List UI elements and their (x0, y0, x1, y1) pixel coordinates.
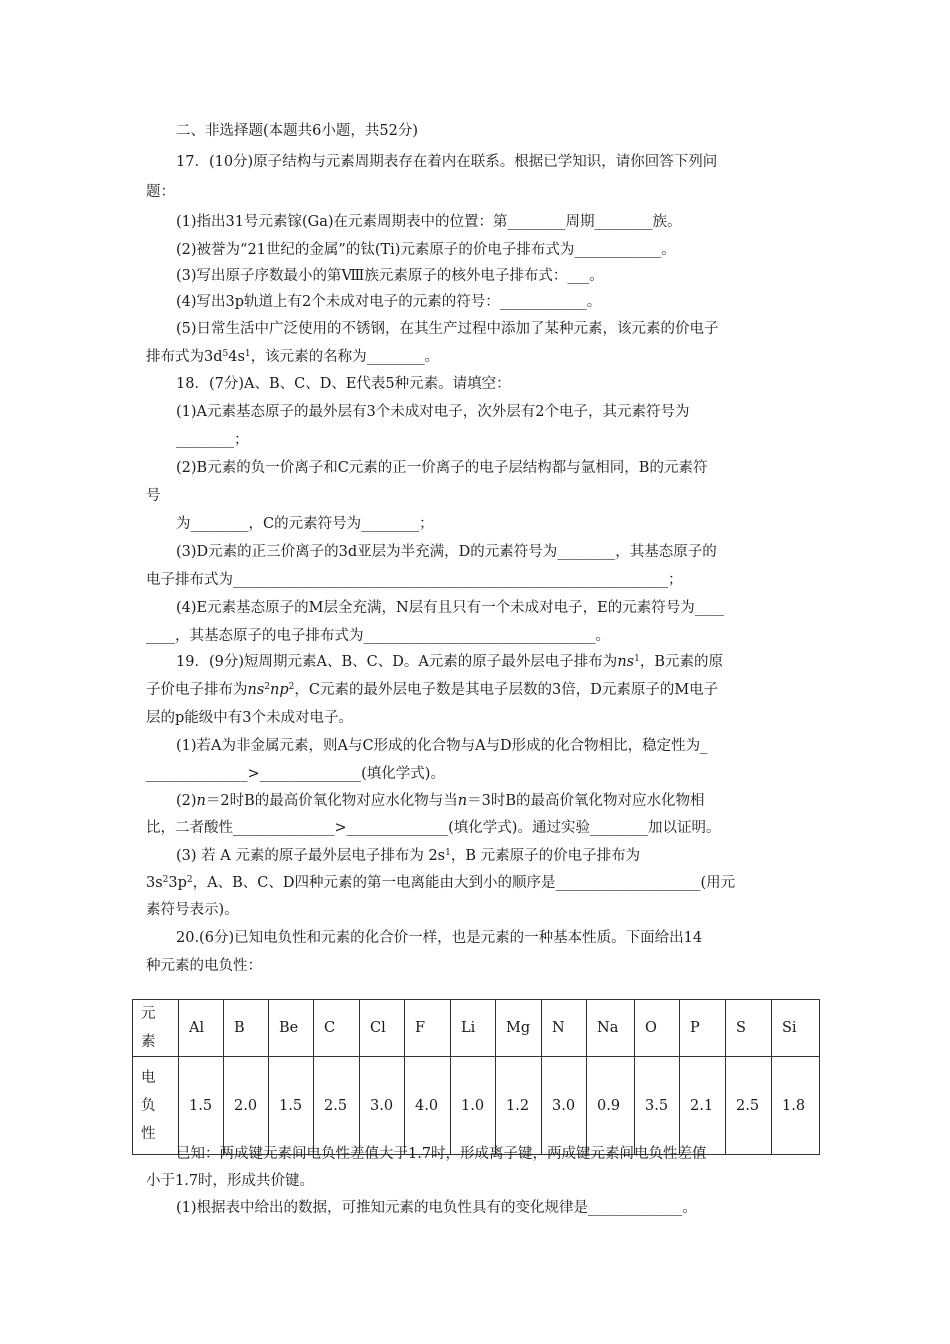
q18-part3-line1: (3)D元素的正三价离子的3d亚层为半充满，D的元素符号为________，其基态原子的 (176, 544, 717, 560)
value-cell: 3.5 (635, 1057, 680, 1155)
electronegativity-row (133, 1057, 820, 1155)
q19-part1-line2: ______________>______________(填化学式)。 (146, 766, 445, 782)
q17-part1: (1)指出31号元素镓(Ga)在元素周期表中的位置：第________周期________族。 (176, 214, 682, 230)
q20-part1: (1)根据表中给出的数据，可推知元素的电负性具有的变化规律是_____________。 (176, 1200, 697, 1216)
q17-intro-line1: 17．(10分)原子结构与元素周期表存在着内在联系。根据已学知识，请你回答下列问 (176, 154, 718, 170)
q20-intro-line1: 20.(6分)已知电负性和元素的化合价一样，也是元素的一种基本性质。下面给出14 (176, 930, 703, 946)
element-cell: B (224, 1000, 269, 1057)
q19-intro-line3: 层的p能级中有3个未成对电子。 (146, 710, 354, 726)
q17-part5-line1: (5)日常生活中广泛使用的不锈钢，在其生产过程中添加了某种元素，该元素的价电子 (176, 321, 719, 337)
value-cell: 1.0 (451, 1057, 496, 1155)
q17-part4: (4)写出3p轨道上有2个未成对电子的元素的符号：____________。 (176, 294, 602, 310)
value-cell: 2.1 (680, 1057, 726, 1155)
q18-part4-line2: ____，其基态原子的电子排布式为________________________________。 (146, 628, 610, 644)
q19-intro-line1: 19．(9分)短周期元素A、B、C、D。A元素的原子最外层电子排布为$ns^1$，B元素的原 (176, 654, 723, 670)
value-cell: 3.0 (360, 1057, 405, 1155)
electronegativity-table (132, 999, 820, 1155)
q18-part2-line1: (2)B元素的负一价离子和C元素的正一价离子的电子层结构都与氩相同，B的元素符 (176, 460, 708, 476)
q20-known-line2: 小于1.7时，形成共价键。 (146, 1173, 315, 1189)
value-cell: 1.5 (179, 1057, 224, 1155)
value-cell: 2.0 (224, 1057, 269, 1155)
q17-intro-line2: 题： (146, 184, 175, 200)
q18-part4-line1: (4)E元素基态原子的M层全充满，N层有且只有一个未成对电子，E的元素符号为____ (176, 600, 724, 616)
value-cell: 3.0 (542, 1057, 587, 1155)
value-cell: 1.8 (772, 1057, 820, 1155)
element-cell: Be (269, 1000, 314, 1057)
q19-intro-line2: 子价电子排布为$ns^2np^2$，C元素的最外层电子数是其电子层数的3倍，D元素原子的M电子 (146, 682, 719, 698)
element-cell: O (635, 1000, 680, 1057)
q19-part1-line1: (1)若A为非金属元素，则A与C形成的化合物与A与D形成的化合物相比，稳定性为_ (176, 738, 708, 754)
electronegativity-header-cell: 电 负 性 (133, 1057, 179, 1155)
element-cell: Li (451, 1000, 496, 1057)
element-cell: C (314, 1000, 360, 1057)
q18-part3-line2: 电子排布式为____________________________________________________________； (146, 572, 683, 588)
q19-part2-line2: 比，二者酸性______________>______________(填化学式)。通过实验________加以证明。 (146, 820, 721, 836)
element-cell: P (680, 1000, 726, 1057)
element-cell: Al (179, 1000, 224, 1057)
q18-part1-line1: (1)A元素基态原子的最外层有3个未成对电子，次外层有2个电子，其元素符号为 (176, 404, 690, 420)
value-cell: 4.0 (405, 1057, 451, 1155)
element-cell: Cl (360, 1000, 405, 1057)
q19-part3-line2: $3s^23p^2$，A、B、C、D四种元素的第一电离能由大到小的顺序是____________________(用元 (146, 875, 736, 891)
element-cell: F (405, 1000, 451, 1057)
element-cell: Si (772, 1000, 820, 1057)
value-cell: 1.5 (269, 1057, 314, 1155)
element-header-cell: 元 素 (133, 1000, 179, 1057)
q19-part3-line1: (3) 若 A 元素的原子最外层电子排布为 $2s^1$，B 元素原子的价电子排布为 (176, 848, 641, 864)
q17-part5-line2: 排布式为$3d^54s^1$，该元素的名称为________。 (146, 349, 440, 365)
element-row (133, 1000, 820, 1057)
element-cell: S (726, 1000, 772, 1057)
element-cell: Mg (496, 1000, 542, 1057)
q18-part1-line2: ________； (176, 432, 249, 448)
q18-part2-line3: 为________，C的元素符号为________； (176, 516, 434, 532)
value-cell: 0.9 (587, 1057, 635, 1155)
value-cell: 2.5 (726, 1057, 772, 1155)
section-title: 二、非选择题(本题共6小题，共52分) (176, 123, 418, 139)
q20-intro-line2: 种元素的电负性： (146, 958, 262, 974)
q17-part2: (2)被誉为“21世纪的金属”的钛(Ti)元素原子的价电子排布式为____________。 (176, 242, 676, 258)
element-cell: Na (587, 1000, 635, 1057)
element-cell: N (542, 1000, 587, 1057)
q18-part2-line2: 号 (146, 488, 161, 504)
q18-intro: 18．(7分)A、B、C、D、E代表5种元素。请填空： (176, 376, 511, 392)
value-cell: 2.5 (314, 1057, 360, 1155)
q19-part3-line3: 素符号表示)。 (146, 902, 239, 918)
q20-known-line1: 已知：两成键元素间电负性差值大于1.7时，形成离子键，两成键元素间电负性差值 (176, 1146, 707, 1162)
value-cell: 1.2 (496, 1057, 542, 1155)
q19-part2-line1: (2)n＝2时B的最高价氧化物对应水化物与当n＝3时B的最高价氧化物对应水化物相 (176, 793, 705, 809)
q17-part3: (3)写出原子序数最小的第Ⅷ族元素原子的核外电子排布式：___。 (176, 268, 604, 284)
